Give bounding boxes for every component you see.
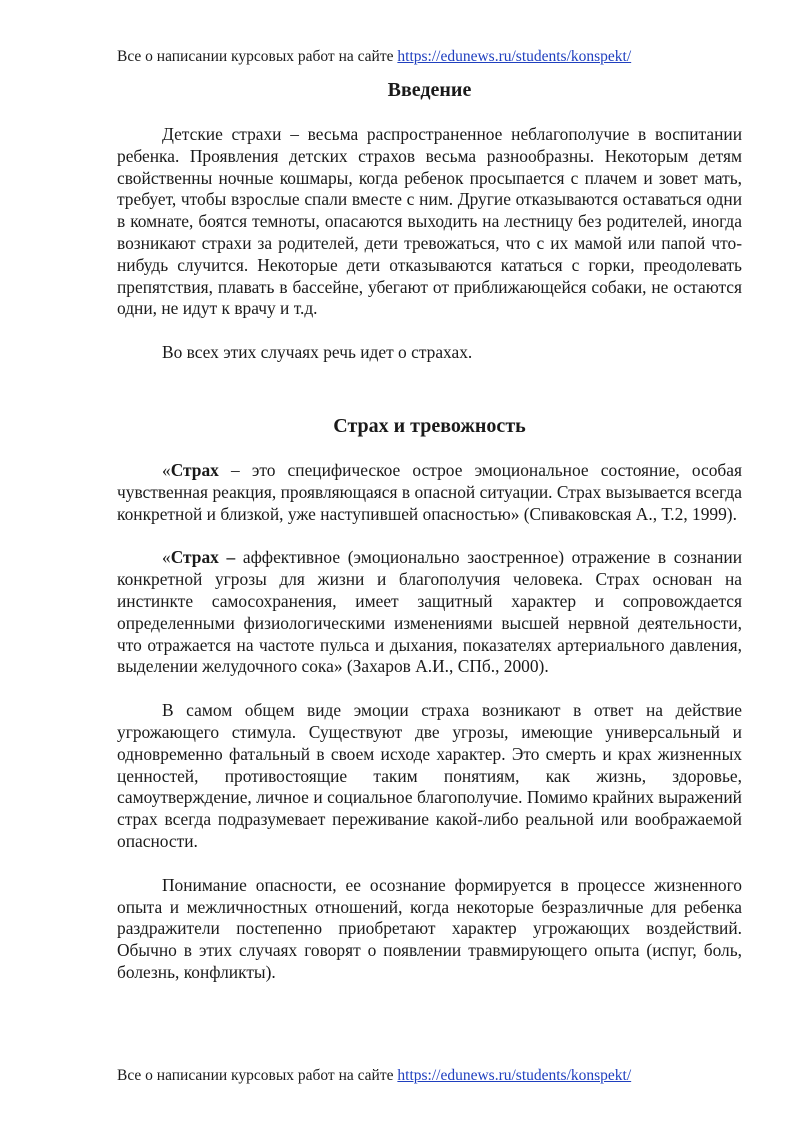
page-footer bbox=[117, 1066, 737, 1086]
definition-paragraph-1 bbox=[117, 460, 742, 525]
intro-paragraph-1: Детские страхи – весьма распространенное неблагополучие в воспитании ребенка. Проявления детских страхов весьма разнообразны. Некоторым детям свойственны ночные кошмары, когда ребенок просыпается с плачем и зовет мать, требует, чтобы взрослые спали вместе с ним. Другие отказываются оставаться одни в комнате, боятся темноты, опасаются выходить на лестницу без родителей, иногда возникают страхи за родителей, дети тревожаться, что с их мамой или папой что-нибудь случится. Некоторые дети отказываются кататься с горки, преодолевать препятствия, плавать в бассейне, убегают от приближающейся собаки, не остаются одни, не идут к врачу и т.д. bbox=[117, 124, 742, 319]
open-quote: « bbox=[162, 547, 171, 568]
fear-paragraph-3: В самом общем виде эмоции страха возникают в ответ на действие угрожающего стимула. Существуют две угрозы, имеющие универсальный и одновременно фатальный в своем исходе характер. Это смерть и крах жизненных ценностей, противостоящие таким понятиям, как жизнь, здоровье, самоутверждение, личное и социальное благополучие. Помимо крайних выражений страх всегда подразумевает переживание какой-либо реальной или воображаемой опасности. bbox=[117, 700, 742, 851]
section-title-fear: Страх и тревожность bbox=[333, 414, 526, 437]
header-link[interactable]: https://edunews.ru/students/konspekt/ bbox=[397, 48, 632, 65]
definition-text: аффективное (эмоционально заостренное) отражение в сознании конкретной угрозы для жизни и благополучия человека. Страх основан на инстинкте самосохранения, имеет защитный характер и сопровождается определенными физиологическими изменениями высшей нервной деятельности, что отражается на частоте пульса и дыхания, показателях артериального давления, выделении желудочного сока» (Захаров А.И., СПб., 2000). bbox=[117, 547, 742, 677]
document-body bbox=[117, 76, 742, 1006]
definition-text: – это специфическое острое эмоциональное состояние, особая чувственная реакция, проявляющаяся в опасной ситуации. Страх вызывается всегда конкретной и близкой, уже наступившей опасностью» (Спиваковская А., Т.2, 1999). bbox=[117, 459, 742, 524]
definition-term: Страх bbox=[170, 459, 219, 480]
footer-link[interactable]: https://edunews.ru/students/konspekt/ bbox=[397, 1067, 632, 1084]
page-header bbox=[117, 47, 737, 67]
section-title-intro: Введение bbox=[387, 79, 472, 101]
fear-paragraph-4: Понимание опасности, ее осознание формируется в процессе жизненного опыта и межличностных отношений, когда некоторые безразличные для ребенка раздражители постепенно приобретают характер угрожающих воздействий. Обычно в этих случаях говорят о появлении травмирующего опыта (испуг, боль, болезнь, конфликты). bbox=[117, 874, 742, 982]
footer-text: Все о написании курсовых работ на сайте bbox=[117, 1067, 398, 1084]
intro-paragraph-2: Во всех этих случаях речь идет о страхах. bbox=[162, 342, 473, 363]
open-quote: « bbox=[162, 459, 171, 480]
definition-paragraph-2 bbox=[117, 547, 742, 678]
header-text: Все о написании курсовых работ на сайте bbox=[117, 48, 398, 65]
definition-term: Страх – bbox=[170, 547, 236, 568]
